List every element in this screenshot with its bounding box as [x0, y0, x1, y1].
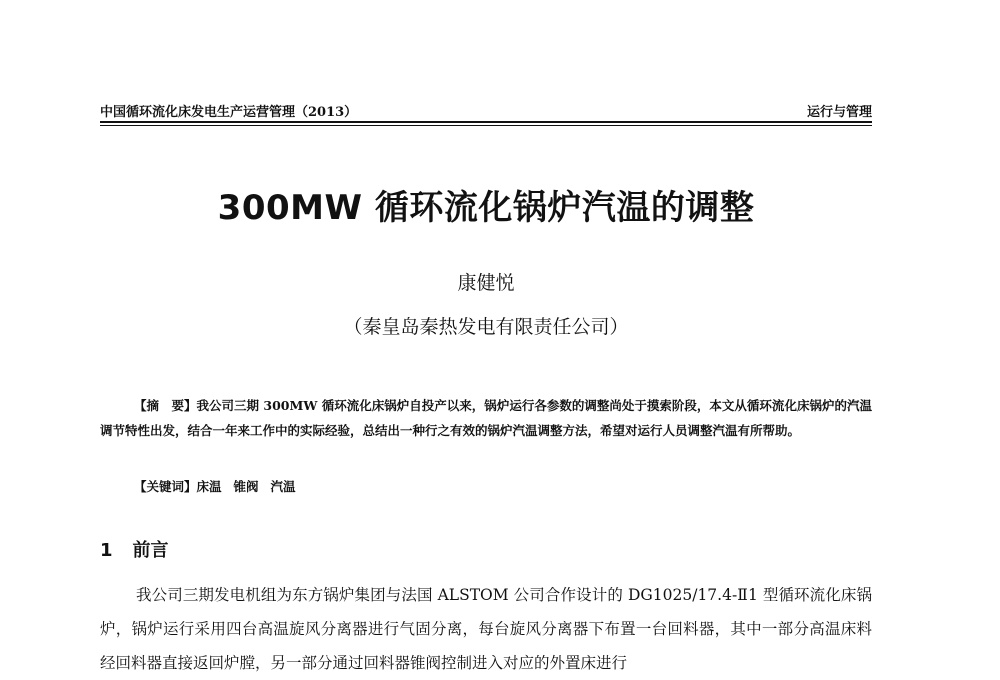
- keywords: [100, 477, 872, 495]
- section-number: 1: [100, 540, 113, 561]
- header-rule-thick: [100, 121, 872, 123]
- running-header: [100, 100, 872, 120]
- author-name: 康健悦: [457, 272, 515, 294]
- section-heading: [100, 536, 872, 562]
- abstract: [100, 393, 872, 443]
- body-paragraph: 我公司三期发电机组为东方锅炉集团与法国 ALSTOM 公司合作设计的 DG1025/17.4-Ⅱ1 型循环流化床锅炉，锅炉运行采用四台高温旋风分离器进行气固分离，每台旋风分离器下布置一台回料器，其中一部分高温床料经回料器直接返回炉膛，另一部分通过回料器锥阀控制进入对应的外置床进行: [100, 586, 872, 672]
- paper-title: 300MW 循环流化锅炉汽温的调整: [217, 188, 755, 228]
- section-title: 前言: [132, 540, 169, 561]
- journal-name: 中国循环流化床发电生产运营管理（2013）: [100, 105, 358, 120]
- keyword: 汽温: [270, 479, 296, 494]
- header-rule-thin: [100, 125, 872, 126]
- abstract-label: 【摘 要】: [134, 398, 197, 413]
- section-category: 运行与管理: [806, 105, 872, 120]
- keywords-label: 【关键词】: [134, 479, 197, 494]
- keyword: 锥阀: [233, 479, 259, 494]
- keyword: 床温: [196, 479, 222, 494]
- author-affiliation: （秦皇岛秦热发电有限责任公司）: [343, 316, 629, 338]
- abstract-text: 我公司三期 300MW 循环流化床锅炉自投产以来，锅炉运行各参数的调整尚处于摸索阶段，本文从循环流化床锅炉的汽温调节特性出发，结合一年来工作中的实际经验，总结出一种行之有效的锅炉汽温调整方法，希望对运行人员调整汽温有所帮助。: [100, 398, 872, 438]
